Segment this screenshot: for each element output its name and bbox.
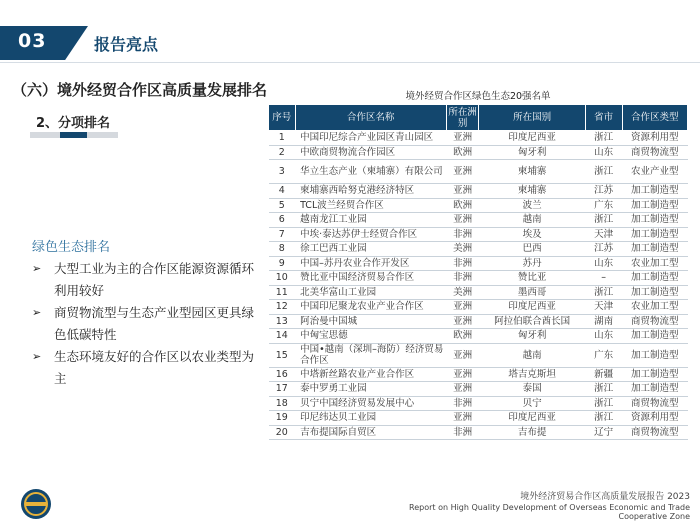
cell-zone-type: 商贸物流型: [622, 314, 687, 329]
cell-zone-name: TCL波兰经贸合作区: [295, 198, 446, 213]
cell-zone-type: 加工制造型: [622, 198, 687, 213]
cell-zone-type: 加工制造型: [622, 242, 687, 257]
section-number: 03: [18, 30, 47, 52]
arrow-bullet-icon: ➢: [32, 350, 42, 363]
cell-zone-name: 华立生态产业（柬埔寨）有限公司: [295, 160, 446, 184]
cell-rank: 3: [269, 160, 296, 184]
table-row: [269, 256, 688, 271]
cell-zone-name: 贝宁中国经济贸易发展中心: [295, 396, 446, 411]
cell-zone-name: 北美华富山工业园: [295, 285, 446, 300]
cell-zone-type: 商贸物流型: [622, 145, 687, 160]
cell-country: 墨西哥: [479, 285, 585, 300]
cell-continent: 亚洲: [446, 367, 479, 382]
table-row: [269, 285, 688, 300]
cell-zone-type: 加工制造型: [622, 227, 687, 242]
cell-zone-name: 印尼纬达贝工业园: [295, 411, 446, 426]
cell-province: 湖南: [585, 314, 622, 329]
cell-continent: 亚洲: [446, 314, 479, 329]
cell-rank: 8: [269, 242, 296, 257]
cell-province: 山东: [585, 145, 622, 160]
cell-country: 波兰: [479, 198, 585, 213]
cell-rank: 1: [269, 131, 296, 146]
cell-zone-type: 商贸物流型: [622, 425, 687, 440]
cell-continent: 非洲: [446, 256, 479, 271]
table-caption: 境外经贸合作区绿色生态20强名单: [405, 91, 551, 102]
cell-zone-type: 加工制造型: [622, 285, 687, 300]
ranking-table: [268, 104, 688, 440]
cell-country: 贝宁: [479, 396, 585, 411]
header-bar: [0, 26, 700, 60]
cell-continent: 欧洲: [446, 145, 479, 160]
column-header-province: 省市: [585, 105, 622, 131]
cell-province: 浙江: [585, 411, 622, 426]
cell-rank: 2: [269, 145, 296, 160]
page-title: 报告亮点: [94, 35, 159, 54]
column-header-type: 合作区类型: [622, 105, 687, 131]
cell-zone-type: 农业产业型: [622, 160, 687, 184]
cell-zone-name: 吉布提国际自贸区: [295, 425, 446, 440]
cell-continent: 非洲: [446, 396, 479, 411]
cell-continent: 亚洲: [446, 184, 479, 199]
footer-title-cn: 境外经济贸易合作区高质量发展报告 2023: [520, 492, 690, 502]
table-row: [269, 213, 688, 228]
cell-zone-type: 商贸物流型: [622, 396, 687, 411]
bullet-text: 商贸物流型与生态产业型园区更具绿色低碳特性: [54, 305, 255, 342]
table-row: [269, 184, 688, 199]
cell-province: 江苏: [585, 242, 622, 257]
cell-zone-name: 中国印尼聚龙农业产业合作区: [295, 300, 446, 315]
cell-rank: 9: [269, 256, 296, 271]
table-row: [269, 367, 688, 382]
table-row: [269, 227, 688, 242]
cell-zone-name: 中国–苏丹农业合作开发区: [295, 256, 446, 271]
cell-country: 塔吉克斯坦: [479, 367, 585, 382]
cell-province: 广东: [585, 343, 622, 367]
cell-zone-name: 中欧商贸物流合作园区: [295, 145, 446, 160]
cell-country: 匈牙利: [479, 329, 585, 344]
cell-rank: 12: [269, 300, 296, 315]
cell-province: 江苏: [585, 184, 622, 199]
cell-zone-type: 加工制造型: [622, 367, 687, 382]
table-row: [269, 382, 688, 397]
subheading-underline-accent: [60, 132, 87, 138]
cell-zone-type: 加工制造型: [622, 382, 687, 397]
cell-zone-type: 农业加工型: [622, 256, 687, 271]
cell-zone-type: 农业加工型: [622, 300, 687, 315]
cell-continent: 欧洲: [446, 198, 479, 213]
cell-zone-name: 徐工巴西工业园: [295, 242, 446, 257]
cell-continent: 亚洲: [446, 300, 479, 315]
section-title: （六）境外经贸合作区高质量发展排名: [12, 81, 268, 99]
cell-province: 天津: [585, 300, 622, 315]
header-divider: [0, 62, 700, 63]
column-header-name: 合作区名称: [295, 105, 446, 131]
cell-continent: 非洲: [446, 227, 479, 242]
cell-province: 广东: [585, 198, 622, 213]
cell-province: 山东: [585, 256, 622, 271]
cell-rank: 20: [269, 425, 296, 440]
table-row: [269, 314, 688, 329]
cell-continent: 美洲: [446, 242, 479, 257]
table-row: [269, 271, 688, 286]
cell-zone-name: 柬埔寨西哈努克港经济特区: [295, 184, 446, 199]
cell-zone-type: 资源利用型: [622, 131, 687, 146]
table-header-row: [269, 105, 688, 131]
green-ranking-title: 绿色生态排名: [32, 240, 111, 255]
cell-rank: 7: [269, 227, 296, 242]
cell-zone-name: 阿治曼中国城: [295, 314, 446, 329]
table-row: [269, 396, 688, 411]
subheading-underline: [30, 132, 118, 138]
cell-continent: 亚洲: [446, 343, 479, 367]
cell-country: 吉布提: [479, 425, 585, 440]
cell-continent: 亚洲: [446, 131, 479, 146]
table-row: [269, 242, 688, 257]
cell-rank: 16: [269, 367, 296, 382]
cell-rank: 15: [269, 343, 296, 367]
cell-province: 浙江: [585, 213, 622, 228]
bullet-text: 大型工业为主的合作区能源资源循环利用较好: [54, 261, 255, 298]
cell-zone-type: 加工制造型: [622, 271, 687, 286]
cell-continent: 亚洲: [446, 160, 479, 184]
table-row: [269, 145, 688, 160]
cell-continent: 非洲: [446, 425, 479, 440]
cell-zone-type: 资源利用型: [622, 411, 687, 426]
cell-country: 赞比亚: [479, 271, 585, 286]
bullet-item: [32, 258, 257, 302]
cell-rank: 5: [269, 198, 296, 213]
cell-country: 柬埔寨: [479, 160, 585, 184]
cell-country: 泰国: [479, 382, 585, 397]
cell-country: 苏丹: [479, 256, 585, 271]
cell-country: 越南: [479, 213, 585, 228]
cell-continent: 亚洲: [446, 213, 479, 228]
cell-province: 天津: [585, 227, 622, 242]
cell-province: –: [585, 271, 622, 286]
cell-continent: 美洲: [446, 285, 479, 300]
cell-country: 匈牙利: [479, 145, 585, 160]
cell-rank: 10: [269, 271, 296, 286]
cell-province: 浙江: [585, 382, 622, 397]
cell-country: 印度尼西亚: [479, 300, 585, 315]
cell-zone-type: 加工制造型: [622, 329, 687, 344]
cell-zone-name: 中埃·泰达苏伊士经贸合作区: [295, 227, 446, 242]
bullet-item: [32, 302, 257, 346]
table-row: [269, 198, 688, 213]
cell-province: 浙江: [585, 396, 622, 411]
cell-country: 印度尼西亚: [479, 411, 585, 426]
cell-continent: 非洲: [446, 271, 479, 286]
table-row: [269, 300, 688, 315]
cell-zone-name: 赞比亚中国经济贸易合作区: [295, 271, 446, 286]
cell-province: 辽宁: [585, 425, 622, 440]
table-row: [269, 131, 688, 146]
arrow-bullet-icon: ➢: [32, 262, 42, 275]
cell-zone-name: 中国印尼综合产业园区青山园区: [295, 131, 446, 146]
cell-continent: 亚洲: [446, 411, 479, 426]
cell-country: 越南: [479, 343, 585, 367]
cell-country: 印度尼西亚: [479, 131, 585, 146]
cell-zone-name: 中国•越南（深圳–海防）经济贸易合作区: [295, 343, 446, 367]
cell-zone-name: 中塔新丝路农业产业合作区: [295, 367, 446, 382]
cell-country: 阿拉伯联合酋长国: [479, 314, 585, 329]
table-row: [269, 329, 688, 344]
cell-zone-type: 加工制造型: [622, 213, 687, 228]
table-row: [269, 411, 688, 426]
footer-title-en: Report on High Quality Development of Overseas Economic and Trade Cooperative Zone: [409, 503, 690, 521]
column-header-country: 所在国别: [479, 105, 585, 131]
subheading: 2、分项排名: [36, 116, 111, 131]
column-header-rank: 序号: [269, 105, 296, 131]
table-row: [269, 160, 688, 184]
table-row: [269, 343, 688, 367]
cell-country: 柬埔寨: [479, 184, 585, 199]
cell-zone-type: 加工制造型: [622, 184, 687, 199]
cell-rank: 17: [269, 382, 296, 397]
bullet-text: 生态环境友好的合作区以农业类型为主: [54, 349, 255, 386]
cell-continent: 亚洲: [446, 382, 479, 397]
report-logo-icon: [20, 488, 52, 520]
table-row: [269, 425, 688, 440]
arrow-bullet-icon: ➢: [32, 306, 42, 319]
bullet-list: [32, 258, 257, 390]
cell-rank: 13: [269, 314, 296, 329]
cell-province: 新疆: [585, 367, 622, 382]
bullet-item: [32, 346, 257, 390]
cell-zone-type: 加工制造型: [622, 343, 687, 367]
cell-zone-name: 泰中罗勇工业园: [295, 382, 446, 397]
cell-rank: 19: [269, 411, 296, 426]
cell-zone-name: 越南龙江工业园: [295, 213, 446, 228]
cell-rank: 14: [269, 329, 296, 344]
cell-rank: 11: [269, 285, 296, 300]
cell-zone-name: 中匈宝思德: [295, 329, 446, 344]
cell-province: 浙江: [585, 160, 622, 184]
table-body: [269, 131, 688, 440]
cell-rank: 18: [269, 396, 296, 411]
cell-rank: 4: [269, 184, 296, 199]
cell-country: 巴西: [479, 242, 585, 257]
cell-province: 浙江: [585, 131, 622, 146]
cell-province: 浙江: [585, 285, 622, 300]
cell-province: 山东: [585, 329, 622, 344]
column-header-continent: 所在洲别: [446, 105, 479, 131]
cell-rank: 6: [269, 213, 296, 228]
cell-country: 埃及: [479, 227, 585, 242]
cell-continent: 欧洲: [446, 329, 479, 344]
